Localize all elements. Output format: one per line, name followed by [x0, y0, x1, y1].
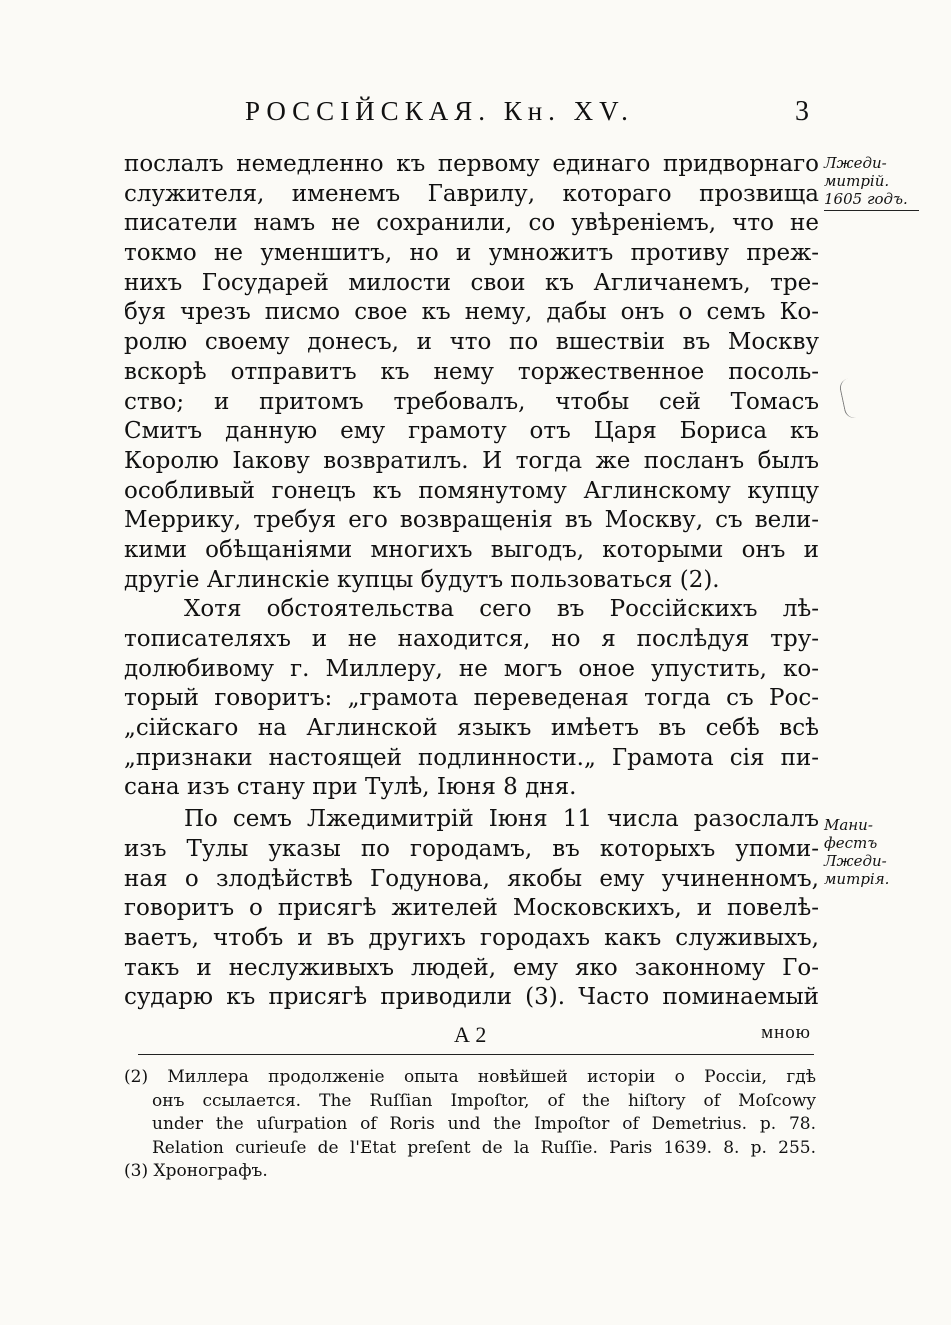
paragraph-2-line: торый говоритъ: „грамота переведеная тогда съ Рос-	[124, 685, 819, 712]
margin-note-manifesto	[824, 816, 919, 888]
text-line: кими обѣщаніями многихъ выгодъ, которыми онъ и	[124, 536, 819, 563]
footnote-2-line: онъ ссылается. The Ruſſian Impoſtor, of the hiſtory of Moſcowy	[152, 1090, 816, 1111]
margin-note-line: фестъ	[824, 834, 878, 852]
margin-note-line: Лжеди-	[824, 852, 887, 870]
text-line: ролю своему донесъ, и что по вшествіи въ Москву	[124, 329, 819, 356]
paragraph-2-line: сана изъ стану при Тулѣ, Іюня 8 дня.	[124, 774, 577, 801]
footnote-3: (3) Хронографъ.	[124, 1161, 268, 1181]
text-line: особливый гонецъ къ помянутому Аглинскому купцу	[124, 477, 819, 504]
paragraph-3-line: изъ Тулы указы по городамъ, въ которыхъ упоми-	[124, 835, 819, 862]
margin-note-line: 1605 годъ.	[824, 190, 919, 211]
main-text	[124, 150, 819, 1013]
paragraph-2-line: „сійскаго на Аглинской языкъ имѣетъ въ себѣ всѣ	[124, 715, 819, 742]
margin-note-line: Лжеди-	[824, 154, 887, 172]
paragraph-3-line: говоритъ о присягѣ жителей Московскихъ, и повелѣ-	[124, 895, 819, 922]
catchword-row	[124, 1022, 819, 1050]
paragraph-2-line: долюбивому г. Миллеру, не могъ оное упустить, ко-	[124, 655, 819, 682]
stray-pencil-mark	[838, 376, 867, 419]
paragraph-2-line: Хотя обстоятельства сего въ Россійскихъ лѣ-	[184, 596, 819, 623]
footnotes	[124, 1066, 816, 1184]
footnote-2-line: under the uſurpation of Roris und the Impoſtor of Demetrius. p. 78.	[152, 1114, 816, 1134]
paragraph-3-line: сударю къ присягѣ приводили (3). Часто поминаемый	[124, 984, 819, 1011]
catchword: мною	[761, 1022, 811, 1043]
page-number: 3	[795, 96, 809, 127]
paragraph-2-line: тописателяхъ и не находится, но я послѣдуя тру-	[124, 626, 819, 652]
text-line: писатели намъ не сохранили, со увѣреніемъ, что не	[124, 210, 819, 237]
margin-note-pretender-1605	[824, 154, 919, 211]
footnote-2-line: (2) Миллера продолженіе опыта новѣйшей исторіи о Россіи, гдѣ	[124, 1067, 816, 1087]
paragraph-2-line: „признаки настоящей подлинности.„ Грамота сія пи-	[124, 744, 819, 771]
text-line: Меррику, требуя его возвращенія въ Москву, съ вели-	[124, 507, 819, 534]
margin-note-line: митрія.	[824, 870, 890, 888]
margin-note-line: Мани-	[824, 816, 873, 834]
margin-note-line: митрій.	[824, 172, 890, 190]
paragraph-3-line: такъ и неслуживыхъ людей, ему яко законному Го-	[124, 954, 819, 981]
paragraph-3-line: ваетъ, чтобъ и въ другихъ городахъ какъ служивыхъ,	[124, 924, 819, 951]
text-line: токмо не уменшитъ, но и умножитъ противу преж-	[124, 240, 819, 267]
text-line: Королю Іакову возвратилъ. И тогда же посланъ былъ	[124, 447, 819, 474]
running-title: РОССІЙСКАЯ. Кн. XV.	[245, 96, 634, 126]
text-line: служителя, именемъ Гаврилу, котораго прозвища	[124, 180, 819, 207]
footnote-rule	[138, 1054, 814, 1055]
text-line: Смитъ данную ему грамоту отъ Царя Бориса къ	[124, 418, 819, 445]
text-line: послалъ немедленно къ первому единаго придворнаго	[124, 151, 819, 177]
text-line: буя чрезъ писмо свое къ нему, дабы онъ о семъ Ко-	[124, 299, 819, 326]
text-line: вскорѣ отправитъ къ нему торжественное посоль-	[124, 358, 819, 385]
footnote-2-line: Relation curieuſe de l'Etat preſent de la Ruſſie. Paris 1639. 8. p. 255.	[152, 1137, 816, 1158]
text-line: другіе Аглинскіе купцы будутъ пользоваться (2).	[124, 566, 720, 593]
paragraph-3-line: По семъ Лжедимитрій Іюня 11 числа разослалъ	[184, 806, 819, 833]
text-line: нихъ Государей милости свои къ Агличанемъ, тре-	[124, 269, 819, 296]
signature-mark: А 2	[454, 1022, 487, 1047]
paragraph-3-line: ная о злодѣйствѣ Годунова, якобы ему учиненномъ,	[124, 865, 819, 892]
text-line: ство; и притомъ требовалъ, чтобы сей Томасъ	[124, 388, 819, 415]
